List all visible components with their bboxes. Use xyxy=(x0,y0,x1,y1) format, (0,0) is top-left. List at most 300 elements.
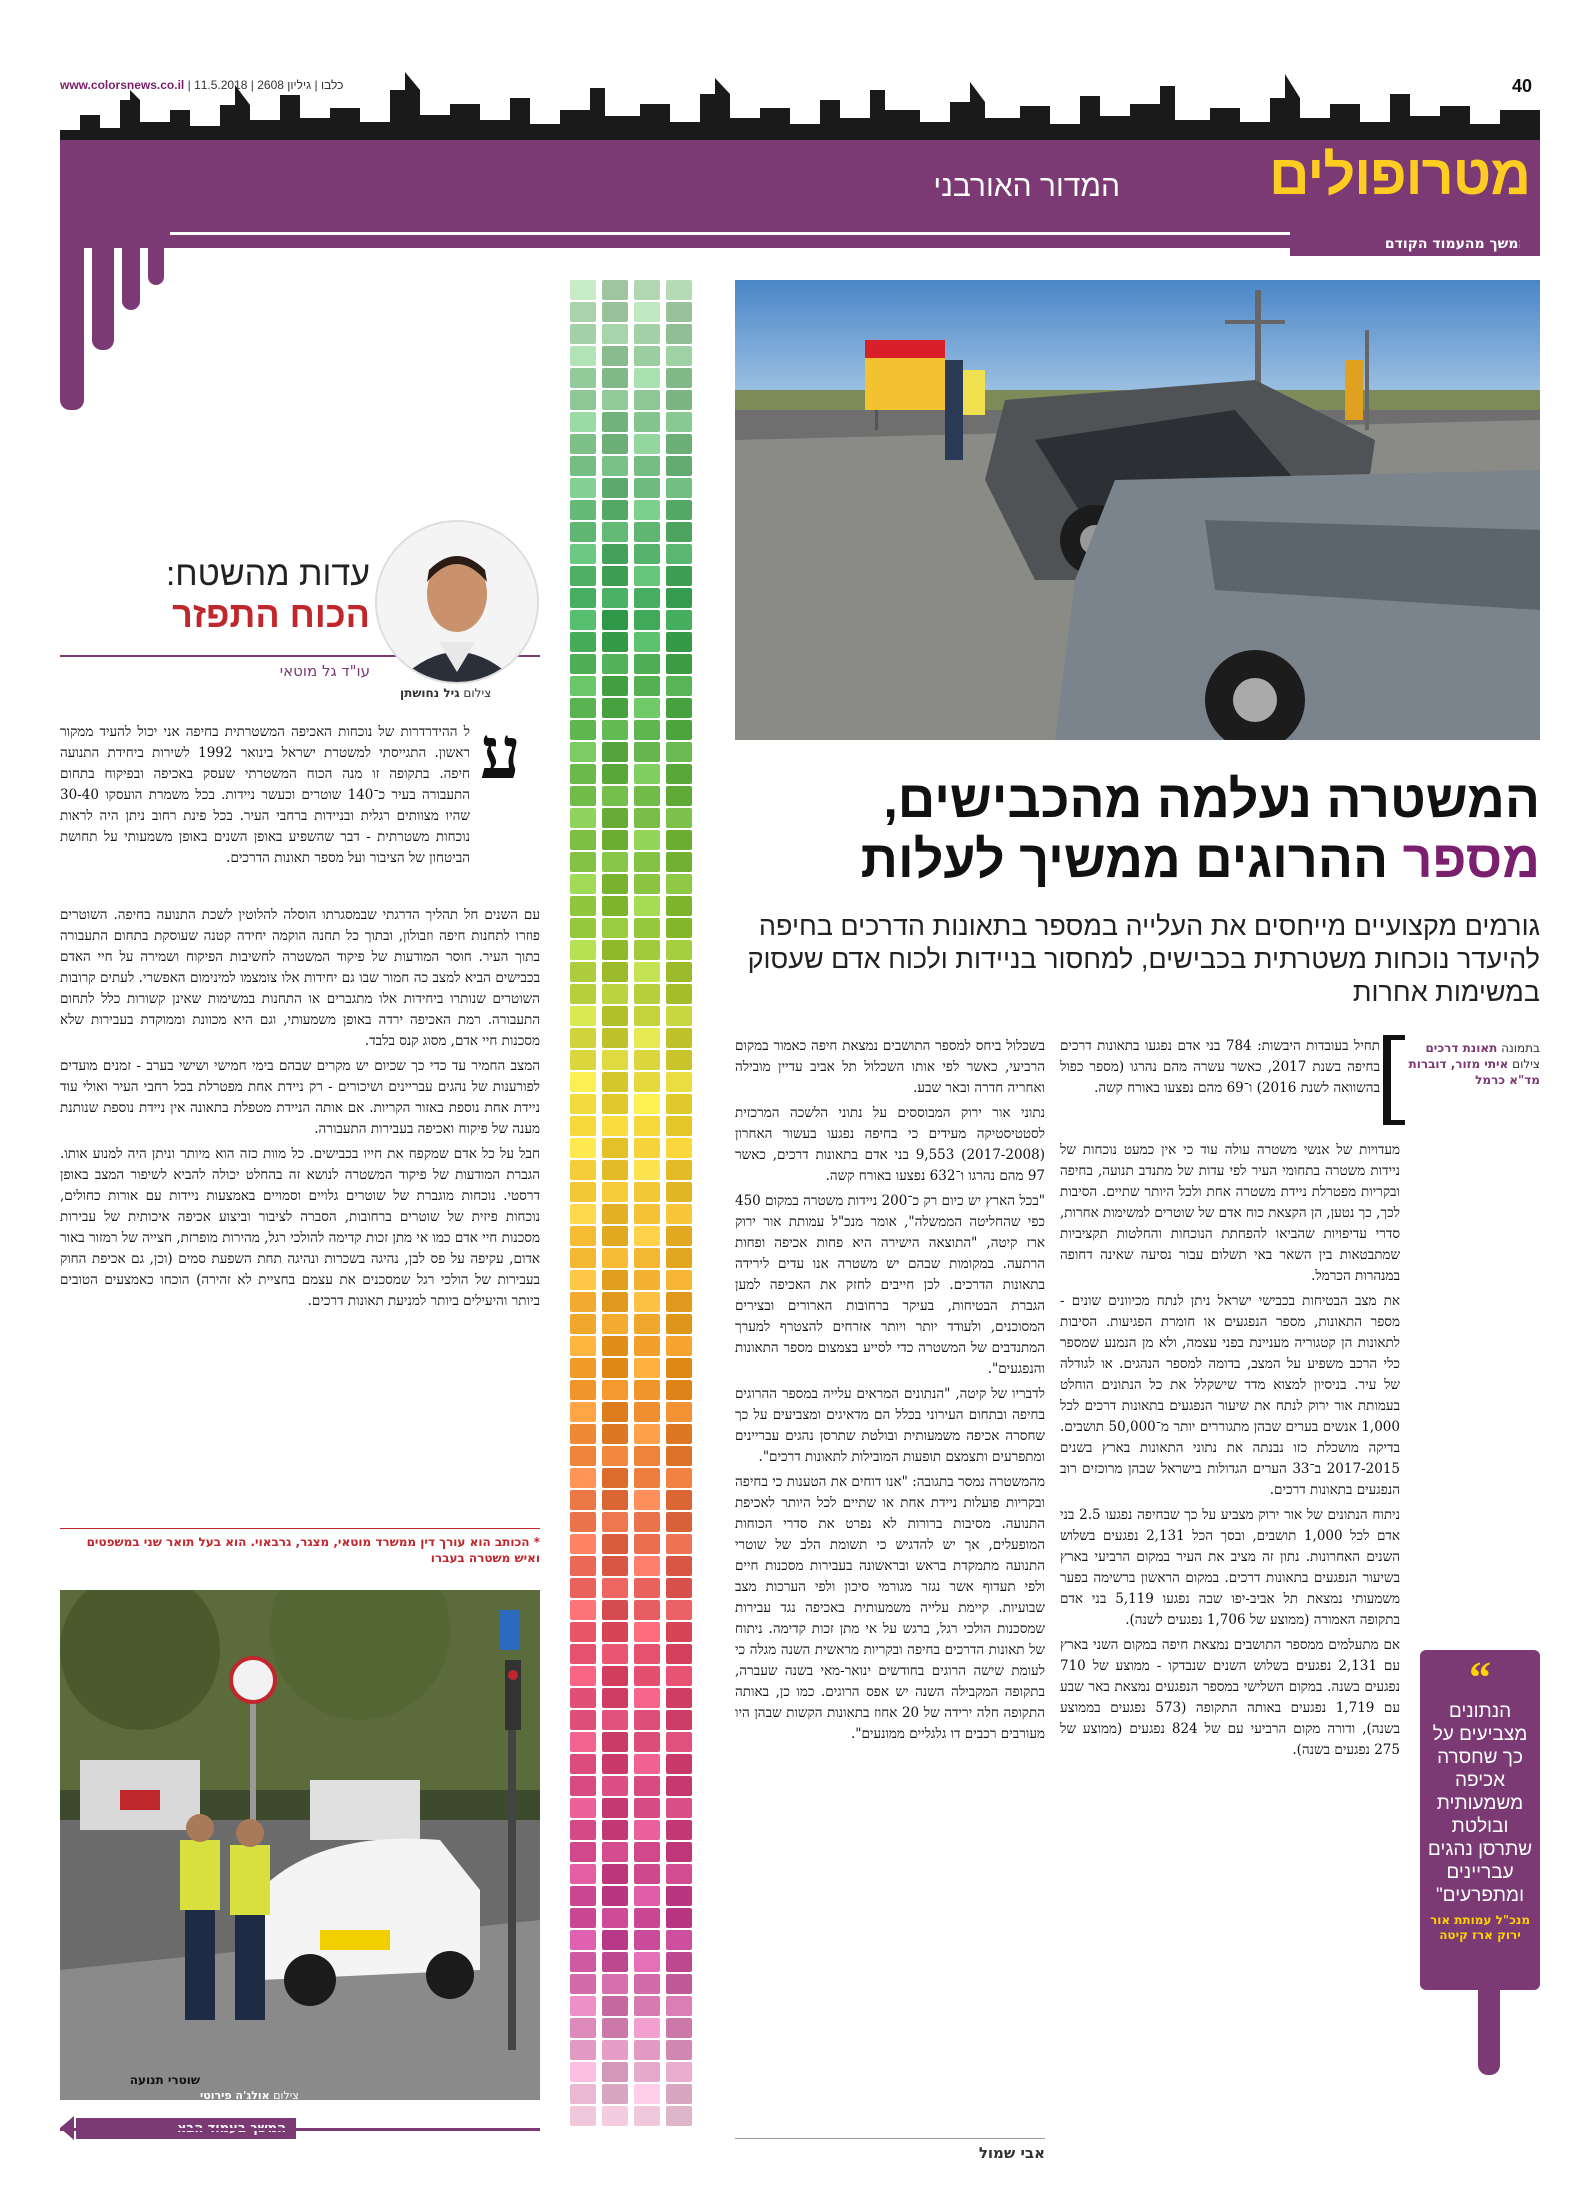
mosaic-tile xyxy=(634,1908,660,1928)
mosaic-tile xyxy=(570,324,596,344)
mosaic-tile xyxy=(570,1534,596,1554)
mosaic-tile xyxy=(602,1820,628,1840)
mosaic-tile xyxy=(602,302,628,322)
column-first-lines xyxy=(60,722,470,873)
mosaic-tile xyxy=(602,1160,628,1180)
column-author: עו"ד גל מוטאי xyxy=(279,662,370,680)
mosaic-tile xyxy=(570,1006,596,1026)
mosaic-tile xyxy=(602,2106,628,2126)
portrait-credit xyxy=(400,686,491,700)
accident-photo xyxy=(735,280,1540,740)
mosaic-tile xyxy=(602,962,628,982)
mosaic-tile xyxy=(666,874,692,894)
mosaic-tile xyxy=(666,962,692,982)
continued-next-rule xyxy=(60,2128,540,2131)
mosaic-tile xyxy=(602,1468,628,1488)
mosaic-tile xyxy=(570,1336,596,1356)
mosaic-tile xyxy=(602,1182,628,1202)
article-paragraph: מהמשטרה נמסר בתגובה: "אנו דוחים את הטענות כי בחיפה ובקריות פועלות ניידת אחת או שתיים לכל היותר לאכיפת התנועה. מסיבות ברורות לא נפרט את סדרי הכוחות המופעלים, אך יש להדגיש כי תשומת הלב של שוטרי התנועה מתמקדת בראש ובראשונה בעבירות מסכנות חיים ולפי תעדוף אשר נגזר מגורמי סיכון ולפי הערכות מצב שבועיות. קיימת עלייה משמעותית באכיפה נגד עבירות שמסכנות הולכי רגל, ברגש על אי מתן זכות קדימה. ניתוח של תאונות הדרכים בחיפה ובקריות מראשית השנה מגלה כי לעומת שישה הרוגים בחודשים ינואר-מאי בשנה שעברה, בתקופה המקבילה השנה יש אפס הרוגים. כמו כן, באותה התקופה חלה ירידה של 20 אחוז בתאונות הקשות שבהן היו מעורבים רכבים דו גלגליים ממונעים". xyxy=(735,1474,1045,1742)
police-photo-caption: שוטרי תנועה xyxy=(129,2073,200,2087)
column-paragraph: חבל על כל אדם שמקפח את חייו בכבישים. כל מוות כזה הוא מיותר וניתן היה למנוע אותו. הגברת המודעות של פיקוד המשטרה לנושא זה בהחלט יכולה להביא לשיפור המצב באופן דרסטי. נוכחות מוגברת של שוטרים גלויים וסמויים באמצעות ניידות עם אורות כחולים, נוכחות פיזית של שוטרים ברחובות, הסברה לציבור וביצוע אכיפה איכותית של עבירות מסכנות חיי אדם כמו אי מתן זכות קדימה להולכי רגל, מהירות מופרזת, חצייה של רמזור באור אדום, עקיפה על פס לבן, נהיגה בשכרות ונהיגה תחת השפעת סמים (וכן, גם אכיפת החוק בעבירות של הולכי רגל שמסכנים את עצמם בחציית לא זהירה) הוכחו כאמצעים הטובים ביותר והיעילים ביותר למניעת תאונות דרכים. xyxy=(60,1146,540,1309)
issue-info: | כלבו | גיליון 2608 | 11.5.2018 xyxy=(187,78,344,92)
mosaic-tile xyxy=(570,478,596,498)
mosaic-tile xyxy=(666,940,692,960)
mosaic-tile xyxy=(666,1886,692,1906)
headline-line1: המשטרה נעלמה מהכבישים, xyxy=(883,771,1540,829)
mosaic-tile xyxy=(666,1226,692,1246)
banner-drip xyxy=(92,240,114,350)
mosaic-tile xyxy=(634,1996,660,2016)
mosaic-tile xyxy=(666,1644,692,1664)
mosaic-tile xyxy=(666,302,692,322)
mosaic-tile xyxy=(570,2040,596,2060)
mosaic-tile xyxy=(666,588,692,608)
mosaic-tile xyxy=(602,1666,628,1686)
mosaic-tile xyxy=(602,280,628,300)
mosaic-tile xyxy=(602,896,628,916)
mosaic-tile xyxy=(570,1644,596,1664)
section-title: מטרופולים xyxy=(1269,143,1530,206)
mosaic-tile xyxy=(666,1468,692,1488)
mosaic-tile xyxy=(602,500,628,520)
credit-text: איתי מזור, דוברות מד"א כרמל xyxy=(1408,1057,1540,1087)
mosaic-tile xyxy=(570,852,596,872)
mosaic-tile xyxy=(666,1424,692,1444)
headline-line2: ההרוגים ממשיך לעלות xyxy=(860,831,1389,889)
column-title xyxy=(60,555,370,636)
mosaic-tile xyxy=(570,874,596,894)
mosaic-tile xyxy=(570,698,596,718)
mosaic-tile xyxy=(666,456,692,476)
mosaic-tile xyxy=(570,1094,596,1114)
mosaic-tile xyxy=(666,1490,692,1510)
mosaic-tile xyxy=(602,1732,628,1752)
article-paragraph: נתוני אור ירוק המבוססים על נתוני הלשכה המרכזית לסטטיסטיקה מעידים כי בחיפה נפגעו בעשור האחרון (2017-2008) 9,553 בני אדם בתאונות דרכים, כאשר 97 מהם נהרגו ו־632 נפצעו באורח קשה. xyxy=(735,1105,1045,1184)
article-byline: אבי שמול xyxy=(978,2144,1045,2162)
mosaic-tile xyxy=(666,500,692,520)
mosaic-tile xyxy=(666,346,692,366)
mosaic-tile xyxy=(666,1446,692,1466)
mosaic-tile xyxy=(666,412,692,432)
mosaic-tile xyxy=(570,302,596,322)
mosaic-tile xyxy=(634,698,660,718)
mosaic-tile xyxy=(666,610,692,630)
byline-rule xyxy=(735,2138,1045,2139)
mosaic-tile xyxy=(570,1798,596,1818)
mosaic-tile xyxy=(602,1864,628,1884)
mosaic-tile xyxy=(570,522,596,542)
mosaic-tile xyxy=(602,1336,628,1356)
mosaic-tile xyxy=(602,2062,628,2082)
mosaic-tile xyxy=(570,1314,596,1334)
mosaic-tile xyxy=(602,1424,628,1444)
mosaic-tile xyxy=(570,896,596,916)
mosaic-tile xyxy=(602,610,628,630)
site-url[interactable]: www.colorsnews.co.il xyxy=(60,78,185,92)
mosaic-tile xyxy=(634,1732,660,1752)
mosaic-tile xyxy=(570,610,596,630)
mosaic-tile xyxy=(570,566,596,586)
mosaic-tile xyxy=(602,1358,628,1378)
mosaic-tile xyxy=(570,984,596,1004)
mosaic-tile xyxy=(666,478,692,498)
mosaic-tile xyxy=(570,1490,596,1510)
mosaic-tile xyxy=(634,2018,660,2038)
mosaic-tile xyxy=(634,566,660,586)
mosaic-tile xyxy=(666,1534,692,1554)
mosaic-tile xyxy=(634,1292,660,1312)
mosaic-tile xyxy=(602,874,628,894)
mosaic-tile xyxy=(634,1226,660,1246)
article-col-right-top xyxy=(1060,1036,1380,1103)
mosaic-tile xyxy=(602,1754,628,1774)
mosaic-tile xyxy=(666,720,692,740)
mosaic-tile xyxy=(634,632,660,652)
mosaic-tile xyxy=(570,1446,596,1466)
mosaic-tile xyxy=(634,742,660,762)
mosaic-tile xyxy=(666,764,692,784)
mosaic-tile xyxy=(634,500,660,520)
mosaic-tile xyxy=(634,1930,660,1950)
mosaic-tile xyxy=(666,1710,692,1730)
mosaic-tile xyxy=(634,1820,660,1840)
mosaic-tile xyxy=(602,808,628,828)
mosaic-tile xyxy=(666,1314,692,1334)
mosaic-tile xyxy=(634,1578,660,1598)
mosaic-tile xyxy=(570,1358,596,1378)
mosaic-tile xyxy=(602,940,628,960)
mosaic-tile xyxy=(602,522,628,542)
mosaic-tile xyxy=(666,1666,692,1686)
mosaic-tile xyxy=(570,742,596,762)
mosaic-tile xyxy=(602,1006,628,1026)
banner-drip xyxy=(60,240,84,410)
mosaic-tile xyxy=(666,522,692,542)
column-paragraph: עם השנים חל תהליך הדרגתי שבמסגרתו הוסלה להלוטין לשכת התנועה בחיפה. השוטרים פוזרו לתחנות חיפה וזבולון, ובתוך כל תחנה הוקמה יחידה קטנה שעוסקת בתחום התעבורה בתוך העיר. חוסר המודעות של פיקוד המשטרה לחשיבות הפיקוח ושמירה על חיי האדם בכבישים הביא למצב כה חמור שבו גם יחידות אלו צומצמו למינימום האפשרי. לעתים קרובות השוטרים שנותרו ביחידות אלו מתגברים או התחנות במשימות שאינן קשורות כלל לתחום התעבורה. רמת האכיפה ירדה באופן משמעותי, וגם היא מכוונת וממוקדת בעבירות שלא מסכנות חיי אדם, מסוג קנס בלבד. xyxy=(60,907,540,1049)
mosaic-tile xyxy=(602,676,628,696)
mosaic-tile xyxy=(666,786,692,806)
mosaic-tile xyxy=(666,1182,692,1202)
mosaic-tile xyxy=(634,478,660,498)
mosaic-tile xyxy=(666,698,692,718)
mosaic-tile xyxy=(570,280,596,300)
mosaic-tile xyxy=(570,654,596,674)
mosaic-tile xyxy=(666,1600,692,1620)
mosaic-tile xyxy=(570,1842,596,1862)
mosaic-tile xyxy=(666,1820,692,1840)
mosaic-tile xyxy=(602,1622,628,1642)
mosaic-tile xyxy=(570,1028,596,1048)
mosaic-tile xyxy=(666,654,692,674)
mosaic-tile xyxy=(666,1930,692,1950)
mosaic-tile xyxy=(602,566,628,586)
mosaic-tile xyxy=(666,1336,692,1356)
mosaic-tile xyxy=(570,1930,596,1950)
mosaic-tile xyxy=(634,1666,660,1686)
column-title-line1: עדות מהשטח: xyxy=(165,555,370,593)
mosaic-tile xyxy=(634,786,660,806)
mosaic-tile xyxy=(634,940,660,960)
mosaic-tile xyxy=(602,1908,628,1928)
mosaic-tile xyxy=(570,1996,596,2016)
mosaic-tile xyxy=(602,1050,628,1070)
mosaic-tile xyxy=(570,632,596,652)
mosaic-tile xyxy=(634,1446,660,1466)
mosaic-tile xyxy=(666,1270,692,1290)
mosaic-tile xyxy=(570,1710,596,1730)
mosaic-tile xyxy=(570,940,596,960)
mosaic-tile xyxy=(634,1754,660,1774)
mosaic-tile xyxy=(602,1600,628,1620)
mosaic-tile xyxy=(634,654,660,674)
mosaic-tile xyxy=(570,1600,596,1620)
mosaic-tile xyxy=(666,390,692,410)
column-paragraph: המצב החמיר עד כדי כך שכיום יש מקרים שבהם בימי חמישי ושישי בערב - זמנים מועדים לפורענות של נהגים עבריינים ושיכורים - רק ניידת אחת מפטרלת בכל רחבי העיר ואולי עוד ניידת אחת נוספת באזור הקריות. אם אותה הניידת מטפלת בתאונה אין ניידת נוספת שנותנת מענה של פיקוח ואכיפה בעבירות התעבורה. xyxy=(60,1058,540,1137)
mosaic-tile xyxy=(570,1864,596,1884)
mosaic-tile xyxy=(666,566,692,586)
mosaic-tile xyxy=(602,1578,628,1598)
mosaic-tile xyxy=(634,1490,660,1510)
mosaic-tile xyxy=(634,302,660,322)
mosaic-tile xyxy=(666,896,692,916)
credit-label: צילום xyxy=(1512,1057,1540,1071)
mosaic-tile xyxy=(666,1006,692,1026)
caption-text: תאונת דרכים xyxy=(1425,1041,1498,1055)
mosaic-tile xyxy=(602,1776,628,1796)
mosaic-tile xyxy=(602,764,628,784)
mosaic-tile xyxy=(666,1974,692,1994)
mosaic-tile xyxy=(634,1006,660,1026)
mosaic-tile xyxy=(634,1072,660,1092)
mosaic-tile xyxy=(634,1600,660,1620)
mosaic-tile xyxy=(634,852,660,872)
mosaic-tile xyxy=(570,2084,596,2104)
mosaic-tile xyxy=(666,1248,692,1268)
mosaic-tile xyxy=(634,324,660,344)
mosaic-tile xyxy=(634,1270,660,1290)
article-paragraph: בשכלול ביחס למספר התושבים נמצאת חיפה כאמור במקום הרביעי, כאשר לפי אותו השכלול תל אביב עדיין מובילה ואחריה חדרה ובאר שבע. xyxy=(735,1038,1045,1096)
mosaic-tile xyxy=(602,1490,628,1510)
police-credit-label: צילום xyxy=(273,2089,299,2102)
mosaic-tile xyxy=(570,1754,596,1774)
mosaic-tile xyxy=(666,1292,692,1312)
article-paragraph: "בכל הארץ יש כיום רק כ־200 ניידות משטרה במקום 450 כפי שהחליטה הממשלה", אומר מנכ"ל עמותת אור ירוק ארז קיטה, "התוצאה הישירה היא פחות אכיפה ופחות הרתעה. במקומות שבהם יש משטרה אנו עדים לירידה בתאונות הדרכים. לכן חייבים לחזק את האכיפה למען הגברת הבטיחות, בעיקר ברחובות הארורים ובצירים המסוכנים, ולעודד יותר ויותר אזרחים להצטרף למערך המתנדבים של המשטרה כדי לסייע בצמצום מספר התאונות והנפגעים". xyxy=(735,1193,1045,1377)
mosaic-tile xyxy=(666,1952,692,1972)
mosaic-tile xyxy=(570,1138,596,1158)
mosaic-tile xyxy=(634,1886,660,1906)
mosaic-tile xyxy=(634,412,660,432)
mosaic-tile xyxy=(570,1380,596,1400)
mosaic-tile xyxy=(570,544,596,564)
mosaic-tile xyxy=(634,1688,660,1708)
mosaic-tile xyxy=(602,1688,628,1708)
mosaic-tile xyxy=(634,2106,660,2126)
mosaic-tile xyxy=(666,280,692,300)
mosaic-tile xyxy=(570,1226,596,1246)
mosaic-tile xyxy=(570,1820,596,1840)
mosaic-tile xyxy=(634,1842,660,1862)
mosaic-tile xyxy=(666,1864,692,1884)
pull-quote-text: הנתונים מצביעים על כך שחסרה אכיפה משמעותית ובולטת שתרסן נהגים עבריינים ומתפרעים" xyxy=(1427,1701,1533,1906)
mosaic-tile xyxy=(634,1204,660,1224)
mosaic-tile xyxy=(570,1512,596,1532)
mosaic-tile xyxy=(602,1248,628,1268)
mosaic-tile xyxy=(634,1380,660,1400)
mosaic-tile xyxy=(666,632,692,652)
mosaic-tile xyxy=(602,456,628,476)
mosaic-tile xyxy=(634,1248,660,1268)
mosaic-tile xyxy=(634,808,660,828)
mosaic-tile xyxy=(570,1270,596,1290)
mosaic-tile xyxy=(602,390,628,410)
mosaic-tile xyxy=(570,1556,596,1576)
mosaic-tile xyxy=(666,2084,692,2104)
mosaic-tile xyxy=(570,1050,596,1070)
mosaic-tile xyxy=(570,1204,596,1224)
mosaic-tile xyxy=(570,764,596,784)
mosaic-tile xyxy=(634,544,660,564)
mosaic-tile xyxy=(602,1138,628,1158)
mosaic-tile xyxy=(634,1798,660,1818)
column-paragraph: ל ההידרדרות של נוכחות האכיפה המשטרתית בחיפה אני יכול להעיד ממקור ראשון. התגייסתי למשטרת ישראל בינואר 1992 לשירות ביחידת התנועה חיפה. בתקופה זו מנה הכוח המשטרתי שעסק באכיפה ובפיקוח בתחום התעבורה בעיר כ־140 שוטרים וכעשר ניידות. בכל משמרת הועסקו 30-40 שהיו מצוותים רגלית ובניידות ברחבי העיר. בכל פינת רחוב ניתן היה לראות נוכחות משטרתית - דבר שהשפיע באופן השנים באופן משמעותי על תחושת הביטחון של הציבור ועל מספר תאונות הדרכים. xyxy=(60,724,470,866)
mosaic-tile xyxy=(570,1666,596,1686)
article-paragraph: אם מתעלמים ממספר התושבים נמצאת חיפה במקום השני בארץ עם 2,131 נפגעים בשלוש השנים שנבדקו - ממוצע של 710 נפגעים בשנה. במקום השלישי במספר הנפגעים נמצאת באר שבע עם 1,719 נפגעים באותה התקופה (573 נפגעים בממוצע בשנה), ודורה מקום הרביעי עם של 824 נפגעים (ממוצע של 275 נפגעים בשנה). xyxy=(1060,1637,1400,1758)
mosaic-tile xyxy=(570,1424,596,1444)
mosaic-tile xyxy=(570,1072,596,1092)
mosaic-tile xyxy=(666,1512,692,1532)
mosaic-tile xyxy=(666,324,692,344)
banner-drip xyxy=(148,240,164,285)
mosaic-tile xyxy=(634,588,660,608)
mosaic-tile xyxy=(602,1930,628,1950)
mosaic-tile xyxy=(634,1864,660,1884)
mosaic-tile xyxy=(634,1028,660,1048)
mosaic-tile xyxy=(666,1072,692,1092)
mosaic-tile xyxy=(666,1380,692,1400)
mosaic-tile xyxy=(666,676,692,696)
mosaic-tile xyxy=(666,1842,692,1862)
mosaic-tile xyxy=(602,1380,628,1400)
mosaic-tile xyxy=(634,918,660,938)
mosaic-tile xyxy=(570,1622,596,1642)
mosaic-tile xyxy=(666,1754,692,1774)
mosaic-tile xyxy=(602,324,628,344)
mosaic-tile xyxy=(570,1886,596,1906)
mosaic-tile xyxy=(602,1842,628,1862)
mosaic-tile xyxy=(602,2084,628,2104)
mosaic-tile xyxy=(634,1138,660,1158)
mosaic-tile xyxy=(570,2062,596,2082)
police-photo xyxy=(60,1590,540,2100)
mosaic-tile xyxy=(634,1094,660,1114)
continued-arrow-icon xyxy=(1520,230,1534,256)
mosaic-tile xyxy=(602,742,628,762)
mosaic-tile xyxy=(666,2018,692,2038)
mosaic-tile xyxy=(570,434,596,454)
mosaic-tile xyxy=(602,2040,628,2060)
mosaic-tile xyxy=(570,368,596,388)
mosaic-tile xyxy=(666,368,692,388)
mosaic-tile xyxy=(570,2018,596,2038)
mosaic-tile xyxy=(602,346,628,366)
mosaic-tile xyxy=(634,1314,660,1334)
mosaic-tile xyxy=(570,500,596,520)
mosaic-tile xyxy=(634,1710,660,1730)
mosaic-tile xyxy=(602,1402,628,1422)
mosaic-tile xyxy=(602,786,628,806)
mosaic-tile xyxy=(602,1094,628,1114)
mosaic-tile xyxy=(634,390,660,410)
mosaic-tile xyxy=(666,1578,692,1598)
mosaic-tile xyxy=(602,632,628,652)
mosaic-tile xyxy=(634,1644,660,1664)
mosaic-tile xyxy=(666,1402,692,1422)
mosaic-tile xyxy=(666,1204,692,1224)
article-paragraph: ניתוח הנתונים של אור ירוק מצביע על כך שבחיפה נפגעו 2.5 בני אדם לכל 1,000 תושבים, ובסך הכל 2,131 נפגעים בשלוש השנים האחרונות. נתון זה מציב את העיר במקום הרביעי בארץ בשיעור הנפגעים בתאונות דרכים. במקום הראשון ברשימה בפער משמעותי נמצאת תל אביב-יפו שבה נפגעו 5,119 בני אדם בתקופה האמורה (ממוצע של 1,706 נפגעים לשנה). xyxy=(1060,1507,1400,1628)
mosaic-tile xyxy=(666,742,692,762)
mosaic-tile xyxy=(570,346,596,366)
mosaic-tile xyxy=(666,1358,692,1378)
article-col-left xyxy=(735,1036,1045,1749)
mosaic-tile xyxy=(634,1556,660,1576)
mosaic-tile xyxy=(602,1512,628,1532)
mosaic-tile xyxy=(666,2040,692,2060)
mosaic-tile xyxy=(570,1182,596,1202)
mosaic-tile xyxy=(634,1402,660,1422)
mosaic-tile xyxy=(666,2106,692,2126)
mosaic-tile xyxy=(634,1336,660,1356)
mosaic-tile xyxy=(602,1710,628,1730)
mosaic-tile xyxy=(602,1886,628,1906)
portrait-credit-text: גיל נחושתן xyxy=(400,686,460,700)
section-subtitle: המדור האורבני xyxy=(933,170,1120,203)
mosaic-tile xyxy=(666,1160,692,1180)
mosaic-tile xyxy=(602,1292,628,1312)
mosaic-tile xyxy=(570,1468,596,1488)
photo-caption xyxy=(1400,1040,1540,1088)
mosaic-tile xyxy=(634,368,660,388)
mosaic-tile xyxy=(634,2084,660,2104)
mosaic-tile xyxy=(602,1270,628,1290)
mosaic-tile xyxy=(634,720,660,740)
continued-from-label: המשך מהעמוד הקודם xyxy=(1290,232,1540,256)
mosaic-tile xyxy=(634,456,660,476)
mosaic-tile xyxy=(602,1996,628,2016)
mosaic-tile xyxy=(602,654,628,674)
mosaic-tile xyxy=(602,1314,628,1334)
mosaic-tile xyxy=(602,1204,628,1224)
skyline-illustration xyxy=(60,60,1540,150)
mosaic-tile xyxy=(634,1974,660,1994)
page-number: 40 xyxy=(1512,76,1533,96)
mosaic-tile xyxy=(602,1116,628,1136)
mosaic-tile xyxy=(602,2018,628,2038)
mosaic-tile xyxy=(570,1688,596,1708)
mosaic-tile xyxy=(666,984,692,1004)
mosaic-stripe xyxy=(570,280,700,2160)
mosaic-tile xyxy=(666,2062,692,2082)
mosaic-tile xyxy=(602,1534,628,1554)
mosaic-tile xyxy=(634,1512,660,1532)
mosaic-tile xyxy=(634,1050,660,1070)
mosaic-tile xyxy=(602,1556,628,1576)
mosaic-tile xyxy=(570,456,596,476)
mosaic-tile xyxy=(602,588,628,608)
mosaic-tile xyxy=(602,368,628,388)
mosaic-tile xyxy=(666,1116,692,1136)
mosaic-tile xyxy=(570,962,596,982)
mosaic-tile xyxy=(634,830,660,850)
